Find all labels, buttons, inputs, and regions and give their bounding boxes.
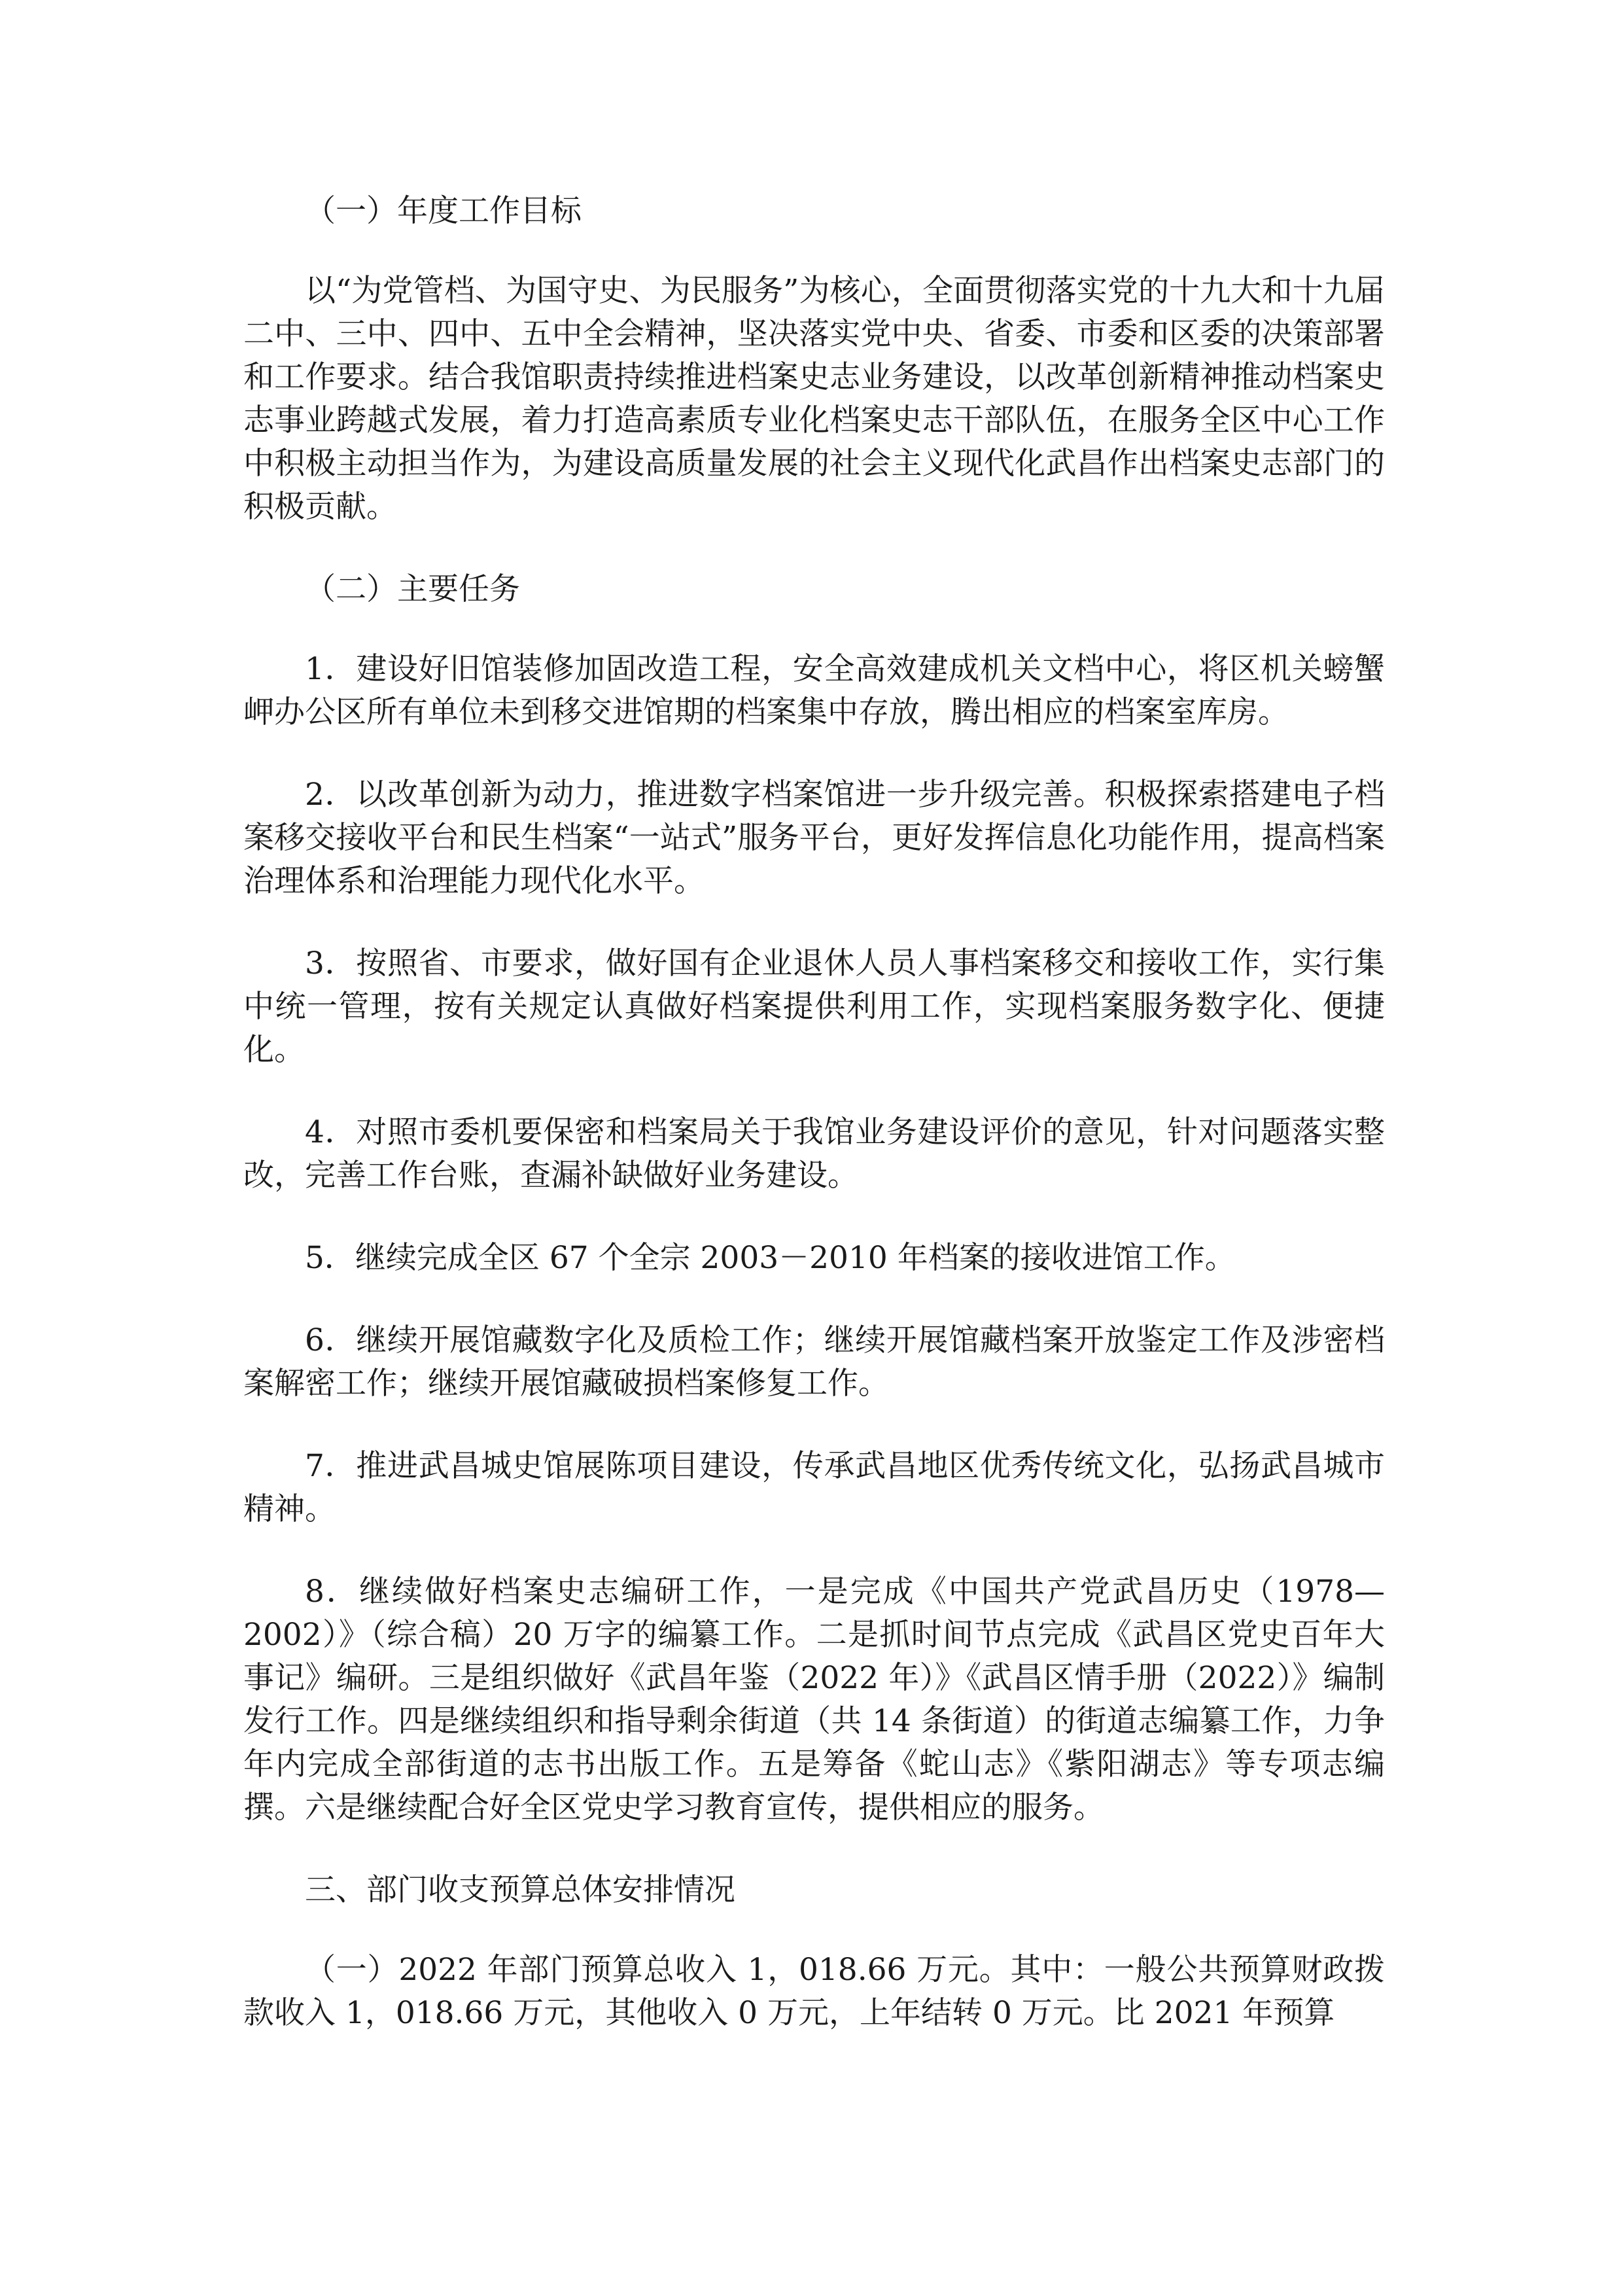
task-item-1: 1．建设好旧馆装修加固改造工程，安全高效建成机关文档中心，将区机关螃蟹岬办公区所有单位未到移交进馆期的档案集中存放，腾出相应的档案室库房。 — [243, 651, 1385, 730]
section-heading-annual-goals: （一）年度工作目标 — [305, 193, 582, 229]
task-item-5: 5．继续完成全区 67 个全宗 2003－2010 年档案的接收进馆工作。 — [305, 1240, 1236, 1276]
task-item-8: 8．继续做好档案史志编研工作，一是完成《中国共产党武昌历史（1978—2002）》（综合稿）20 万字的编纂工作。二是抓时间节点完成《武昌区党史百年大事记》编研。三是组织做好《武昌年鉴（2022 年）》《武昌区情手册（2022）》编制发行工作。四是继续组织和指导剩余街道（共 14 条街道）的街道志编纂工作，力争年内完成全部街道的志书出版工作。五是筹备《蛇山志》《紫阳湖志》等专项志编撰。六是继续配合好全区党史学习教育宣传，提供相应的服务。 — [243, 1574, 1385, 1826]
task-item-2: 2．以改革创新为动力，推进数字档案馆进一步升级完善。积极探索搭建电子档案移交接收平台和民生档案“一站式”服务平台，更好发挥信息化功能作用，提高档案治理体系和治理能力现代化水平。 — [243, 777, 1385, 899]
document-page — [243, 190, 1385, 2035]
budget-overview-paragraph: （一）2022 年部门预算总收入 1，018.66 万元。其中：一般公共预算财政拨款收入 1，018.66 万元，其他收入 0 万元，上年结转 0 万元。比 2021 年预算 — [243, 1952, 1385, 2031]
annual-goals-paragraph: 以“为党管档、为国守史、为民服务”为核心，全面贯彻落实党的十九大和十九届二中、三中、四中、五中全会精神，坚决落实党中央、省委、市委和区委的决策部署和工作要求。结合我馆职责持续推进档案史志业务建设，以改革创新精神推动档案史志事业跨越式发展，着力打造高素质专业化档案史志干部队伍，在服务全区中心工作中积极主动担当作为，为建设高质量发展的社会主义现代化武昌作出档案史志部门的积极贡献。 — [243, 273, 1385, 525]
task-item-4: 4．对照市委机要保密和档案局关于我馆业务建设评价的意见，针对问题落实整改，完善工作台账，查漏补缺做好业务建设。 — [243, 1114, 1385, 1193]
task-item-3: 3．按照省、市要求，做好国有企业退休人员人事档案移交和接收工作，实行集中统一管理，按有关规定认真做好档案提供利用工作，实现档案服务数字化、便捷化。 — [243, 945, 1385, 1068]
task-item-6: 6．继续开展馆藏数字化及质检工作；继续开展馆藏档案开放鉴定工作及涉密档案解密工作；继续开展馆藏破损档案修复工作。 — [243, 1322, 1385, 1402]
section-heading-main-tasks: （二）主要任务 — [305, 571, 520, 607]
section-heading-budget-overview: 三、部门收支预算总体安排情况 — [305, 1872, 735, 1908]
task-item-7: 7．推进武昌城史馆展陈项目建设，传承武昌地区优秀传统文化，弘扬武昌城市精神。 — [243, 1448, 1385, 1527]
